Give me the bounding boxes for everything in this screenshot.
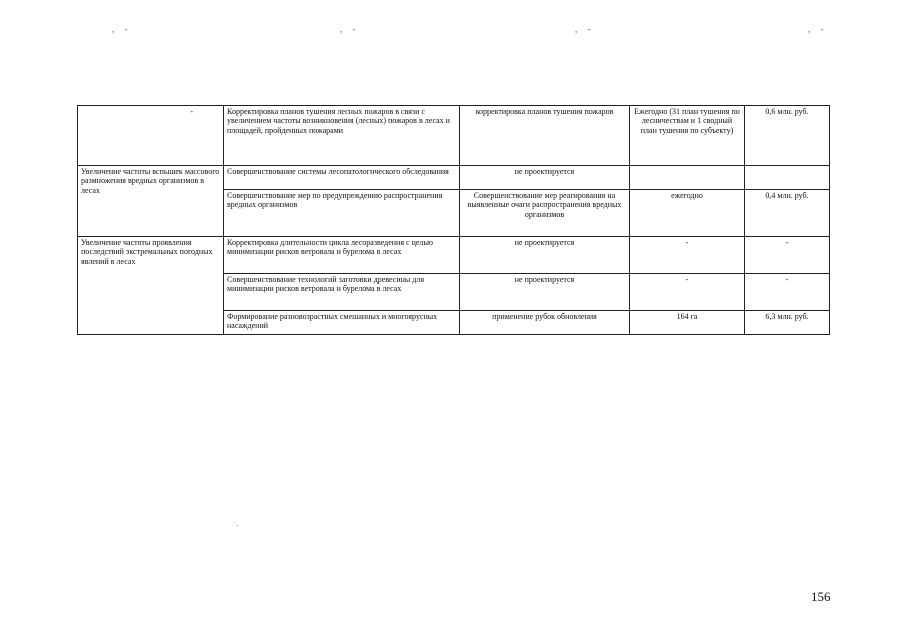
volume-cell [630,166,745,190]
scan-mark: , - [575,24,595,34]
risk-cell: Увеличение частоты вспышек массового размножения вредных организмов в лесах [78,166,224,237]
volume-cell: - [630,274,745,311]
cost-cell: - [745,237,830,274]
measure-cell: Совершенствование системы лесопатологического обследования [224,166,460,190]
adaptation-measures-table [77,105,830,335]
action-cell: не проектируется [460,166,630,190]
scan-mark: , - [808,24,828,34]
action-cell: применение рубок обновления [460,311,630,335]
cost-cell: 6,3 млн. руб. [745,311,830,335]
risk-cell: Увеличение частоты проявления последствий экстремальных погодных явлений в лесах [78,237,224,335]
scan-mark: , - [112,24,132,34]
scan-speck [237,525,238,526]
cost-cell: 0,6 млн. руб. [745,106,830,166]
risk-cell: - [78,106,224,166]
action-cell: не проектируется [460,274,630,311]
measure-cell: Корректировка планов тушения лесных пожаров в связи с увеличением частоты возникновения (лесных) пожаров в лесах и площадей, пройденных пожарами [224,106,460,166]
action-cell: Совершенствование мер реагирования на выявленные очаги распространения вредных организмов [460,190,630,237]
action-cell: корректировка планов тушения пожаров [460,106,630,166]
table-row [78,166,830,190]
cost-cell: 0,4 млн. руб. [745,190,830,237]
volume-cell: Ежегодно (31 план тушения по лесничествам и 1 сводный план тушения по субъекту) [630,106,745,166]
table-row [78,106,830,166]
measure-cell: Формирование разновозрастных смешанных и многоярусных насаждений [224,311,460,335]
measure-cell: Совершенствование мер по предупреждению распространения вредных организмов [224,190,460,237]
volume-cell: ежегодно [630,190,745,237]
page-number: 156 [811,589,831,604]
cost-cell: - [745,274,830,311]
volume-cell: - [630,237,745,274]
measure-cell: Корректировка длительности цикла лесоразведения с целью минимизации рисков ветровала и бурелома в лесах [224,237,460,274]
scan-mark: , - [340,24,360,34]
cost-cell [745,166,830,190]
volume-cell: 164 га [630,311,745,335]
measure-cell: Совершенствование технологий заготовки древесины для минимизации рисков ветровала и бурелома в лесах [224,274,460,311]
action-cell: не проектируется [460,237,630,274]
table-row [78,237,830,274]
